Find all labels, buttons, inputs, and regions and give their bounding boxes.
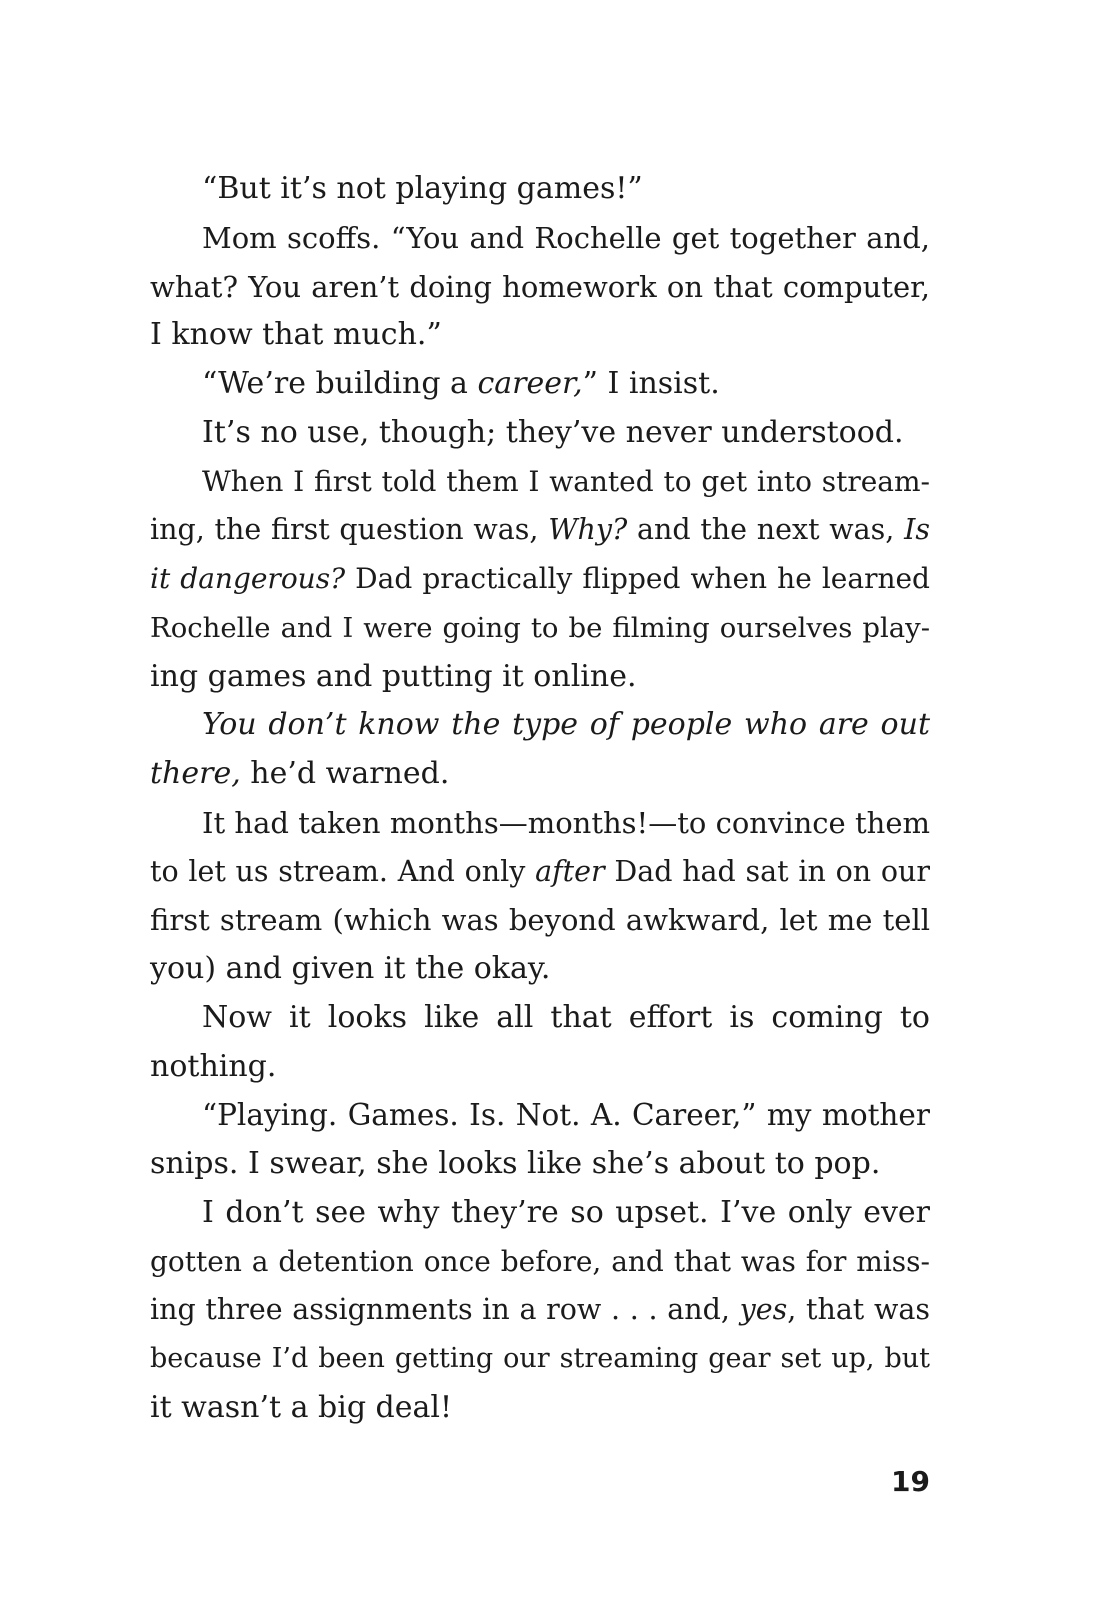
italic-text: after: [535, 854, 605, 888]
text-line: [150, 994, 930, 1043]
text-line: [150, 555, 930, 604]
text-line: [150, 1140, 930, 1189]
page-number: 19: [891, 1465, 930, 1498]
text-line: [150, 1189, 930, 1238]
text-run: It had taken months—months!—to convince them: [202, 805, 930, 840]
text-run: first stream (which was beyond awkward, let me tell: [150, 903, 930, 938]
text-line: [150, 1335, 930, 1384]
text-run: he’d warned.: [240, 756, 450, 791]
text-line: [150, 214, 930, 263]
text-run: , that was: [787, 1293, 930, 1327]
text-line: [150, 311, 930, 360]
text-line: [150, 506, 930, 555]
page-text-block: [150, 165, 930, 1433]
text-line: [150, 799, 930, 848]
text-run: Rochelle and I were going to be filming ourselves play-: [150, 611, 930, 644]
text-run: I don’t see why they’re so upset. I’ve only ever: [202, 1194, 930, 1230]
text-line: [150, 750, 930, 799]
text-line: [150, 1384, 930, 1433]
text-run: ing, the first question was,: [150, 513, 549, 547]
text-run: When I first told them I wanted to get into stream-: [202, 464, 930, 498]
text-run: you) and given it the okay.: [150, 951, 551, 986]
text-run: It’s no use, though; they’ve never understood.: [202, 414, 904, 450]
text-run: it wasn’t a big deal!: [150, 1389, 453, 1425]
text-line: [150, 458, 930, 507]
text-line: [150, 653, 930, 702]
text-line: [150, 360, 930, 409]
text-line: [150, 409, 930, 458]
text-run: Now it looks like all that effort is coming to: [202, 999, 930, 1035]
text-run: snips. I swear, she looks like she’s about to pop.: [150, 1146, 881, 1181]
italic-text: You don’t know the type of people who are out: [202, 707, 930, 743]
italic-text: Why?: [548, 513, 628, 547]
text-run: I know that much.”: [150, 317, 442, 353]
italic-text: career,: [477, 366, 583, 401]
text-line: [150, 604, 930, 653]
text-line: [150, 1286, 930, 1335]
text-line: [150, 945, 930, 994]
text-run: “But it’s not playing games!”: [202, 171, 643, 206]
text-run: “We’re building a: [202, 366, 478, 401]
text-run: gotten a detention once before, and that was for miss-: [150, 1244, 930, 1278]
text-run: Dad had sat in on our: [604, 854, 930, 888]
text-line: [150, 1043, 930, 1092]
text-line: [150, 896, 930, 945]
text-line: [150, 848, 930, 897]
italic-text: there,: [150, 756, 241, 791]
text-run: what? You aren’t doing homework on that computer,: [150, 269, 930, 304]
text-line: [150, 1091, 930, 1140]
text-run: ing games and putting it online.: [150, 658, 637, 694]
italic-text: it dangerous?: [150, 562, 346, 595]
text-line: [150, 701, 930, 750]
italic-text: Is: [904, 513, 930, 547]
text-run: because I’d been getting our streaming gear set up, but: [150, 1343, 930, 1374]
text-run: “Playing. Games. Is. Not. A. Career,” my mother: [202, 1098, 930, 1133]
text-run: ing three assignments in a row . . . and,: [150, 1293, 740, 1327]
text-line: [150, 1238, 930, 1287]
text-run: nothing.: [150, 1048, 277, 1084]
italic-text: yes: [739, 1293, 788, 1327]
text-run: and the next was,: [627, 513, 905, 547]
text-run: Dad practically flipped when he learned: [345, 562, 930, 595]
text-line: [150, 165, 930, 214]
text-run: ” I insist.: [582, 366, 720, 401]
text-run: Mom scoffs. “You and Rochelle get together and,: [202, 220, 930, 255]
text-line: [150, 263, 930, 312]
text-run: to let us stream. And only: [150, 854, 536, 888]
